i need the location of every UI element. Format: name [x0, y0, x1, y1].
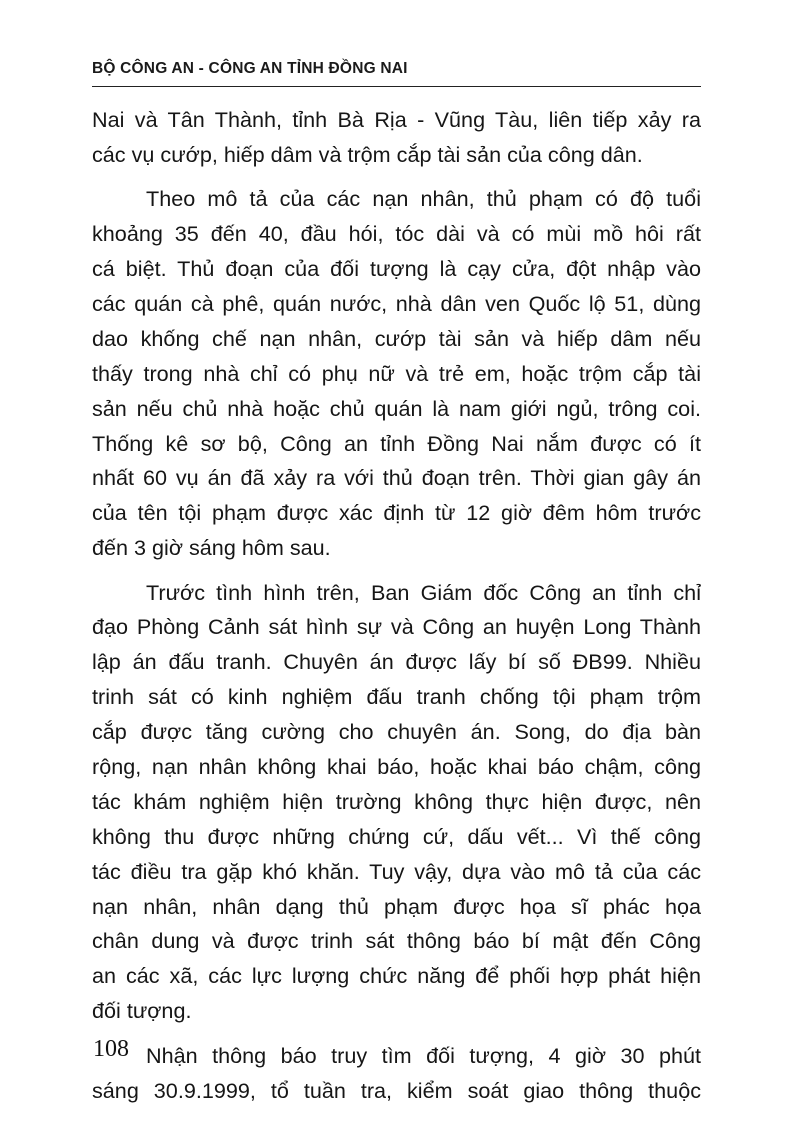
text-line: đến 3 giờ sáng hôm sau. — [92, 535, 331, 561]
text-line: an các xã, các lực lượng chức năng để phối hợp phát hiện — [92, 963, 701, 989]
text-line: Nai và Tân Thành, tỉnh Bà Rịa - Vũng Tàu, liên tiếp xảy ra — [92, 107, 701, 132]
paragraph-gap — [92, 1029, 701, 1039]
text-line: nhất 60 vụ án đã xảy ra với thủ đoạn trên. Thời gian gây án — [92, 465, 701, 491]
text-line: tác điều tra gặp khó khăn. Tuy vậy, dựa vào mô tả của các — [92, 858, 701, 884]
running-header: BỘ CÔNG AN - CÔNG AN TỈNH ĐỒNG NAI — [92, 60, 408, 77]
header-rule — [92, 86, 701, 87]
text-line: Theo mô tả của các nạn nhân, thủ phạm có độ tuổi — [146, 186, 701, 212]
text-line: đối tượng. — [92, 998, 192, 1024]
paragraph-gap — [92, 173, 701, 183]
text-line: nạn nhân, nhân dạng thủ phạm được họa sĩ phác họa — [92, 893, 701, 919]
text-line: đạo Phòng Cảnh sát hình sự và Công an huyện Long Thành — [92, 614, 701, 640]
paragraph-gap — [92, 566, 701, 576]
text-line: không thu được những chứng cứ, dấu vết... Vì thế công — [92, 823, 701, 849]
text-line: tác khám nghiệm hiện trường không thực hiện được, nên — [92, 788, 701, 814]
text-line: Trước tình hình trên, Ban Giám đốc Công an tỉnh chỉ — [146, 579, 701, 605]
text-line: cắp được tăng cường cho chuyên án. Song, do địa bàn — [92, 719, 701, 745]
text-line: chân dung và được trinh sát thông báo bí mật đến Công — [92, 928, 701, 954]
text-line: các quán cà phê, quán nước, nhà dân ven Quốc lộ 51, dùng — [92, 290, 701, 316]
text-line: trinh sát có kinh nghiệm đấu tranh chống tội phạm trộm — [92, 684, 701, 710]
body-text — [92, 103, 701, 1108]
text-line: của tên tội phạm được xác định từ 12 giờ đêm hôm trước — [92, 500, 701, 526]
text-line: Nhận thông báo truy tìm đối tượng, 4 giờ 30 phút — [146, 1042, 701, 1068]
text-line: Thống kê sơ bộ, Công an tỉnh Đồng Nai nắm được có ít — [92, 430, 701, 456]
text-line: dao khống chế nạn nhân, cướp tài sản và hiếp dâm nếu — [92, 325, 701, 351]
text-line: sản nếu chủ nhà hoặc chủ quán là nam giới ngủ, trông coi. — [92, 395, 701, 421]
text-line: các vụ cướp, hiếp dâm và trộm cắp tài sản của công dân. — [92, 141, 643, 167]
text-line: cá biệt. Thủ đoạn của đối tượng là cạy cửa, đột nhập vào — [92, 256, 701, 282]
paragraph — [92, 1039, 701, 1109]
text-line: thấy trong nhà chỉ có phụ nữ và trẻ em, hoặc trộm cắp tài — [92, 360, 701, 386]
page-number: 108 — [93, 1036, 129, 1062]
text-line: lập án đấu tranh. Chuyên án được lấy bí số ĐB99. Nhiều — [92, 649, 701, 675]
paragraph — [92, 182, 701, 566]
text-line: sáng 30.9.1999, tổ tuần tra, kiểm soát giao thông thuộc — [92, 1077, 701, 1103]
text-line: khoảng 35 đến 40, đầu hói, tóc dài và có mùi mồ hôi rất — [92, 221, 701, 247]
paragraph — [92, 576, 701, 1030]
text-line: rộng, nạn nhân không khai báo, hoặc khai báo chậm, công — [92, 754, 701, 780]
paragraph — [92, 103, 701, 173]
